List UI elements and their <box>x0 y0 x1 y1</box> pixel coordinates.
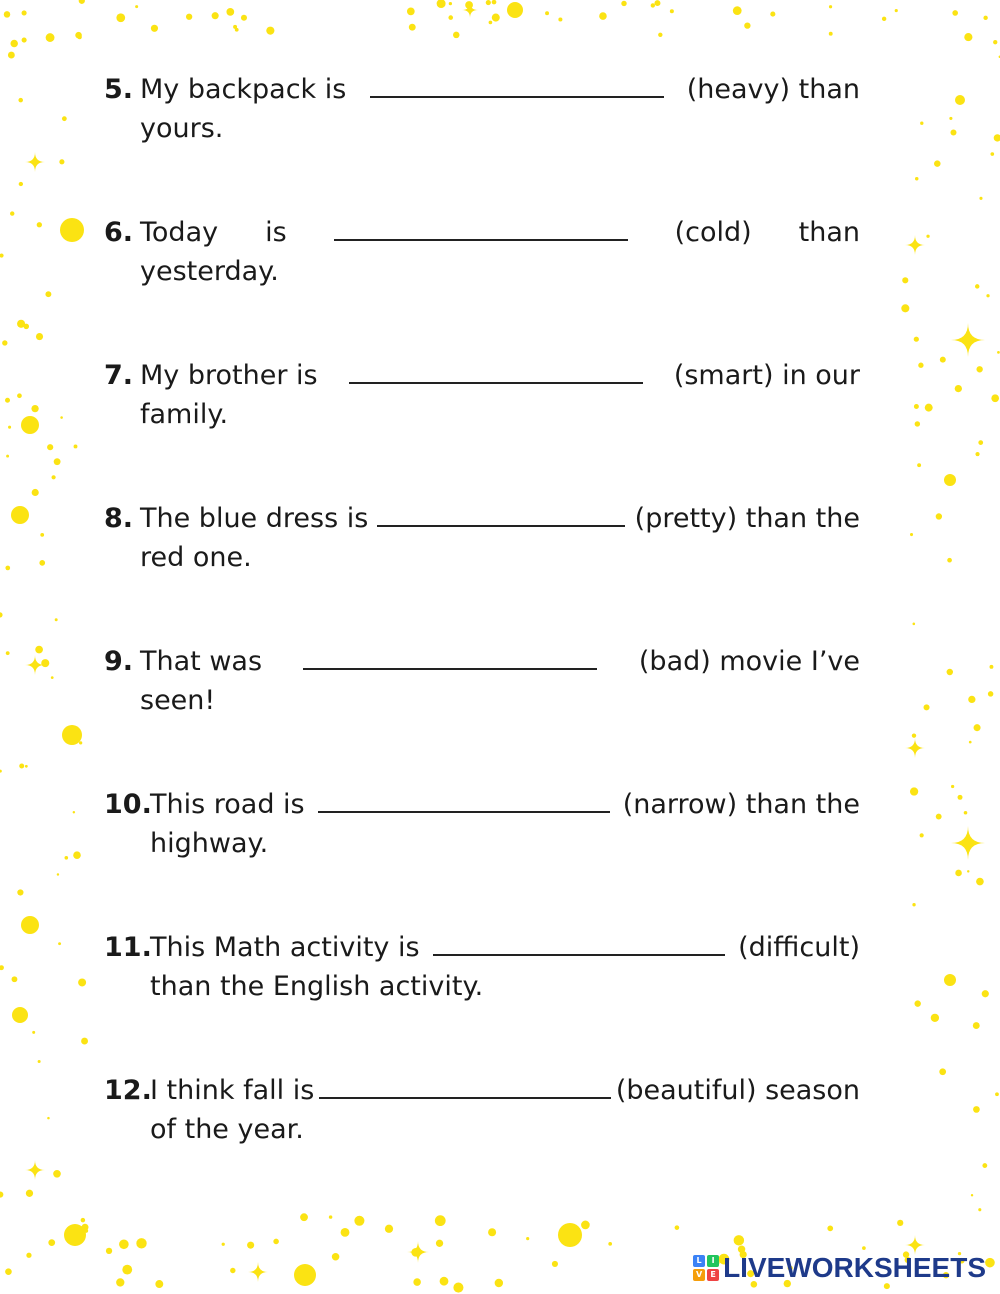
logo-text: LIVEWORKSHEETS <box>723 1252 986 1283</box>
yellow-dot <box>300 1213 308 1221</box>
yellow-dot <box>995 1092 999 1096</box>
yellow-dot <box>910 533 913 536</box>
yellow-dot <box>40 533 44 537</box>
question-number: 6. <box>104 217 134 248</box>
yellow-dot <box>925 404 933 412</box>
yellow-dot <box>222 1243 225 1246</box>
yellow-dot <box>65 856 69 860</box>
sparkle-icon <box>248 1262 268 1282</box>
yellow-dot <box>39 560 45 566</box>
question-hint: (heavy) than <box>686 74 860 105</box>
yellow-dot <box>913 623 916 626</box>
yellow-dot <box>329 1215 332 1218</box>
yellow-dot <box>55 618 58 621</box>
yellow-dot <box>915 421 920 426</box>
yellow-dot <box>940 357 946 363</box>
yellow-dot <box>670 9 674 13</box>
question-hint: (beautiful) season <box>615 1075 860 1106</box>
yellow-dot <box>19 182 23 186</box>
question-11 <box>104 928 860 1006</box>
yellow-dot <box>409 24 416 31</box>
question-continuation: red one. <box>140 542 252 573</box>
yellow-dot <box>453 1282 463 1292</box>
yellow-dot <box>32 489 39 496</box>
yellow-dot <box>918 363 923 368</box>
yellow-dot <box>21 916 39 934</box>
liveworksheets-logo[interactable] <box>693 1252 986 1284</box>
yellow-dot <box>46 33 55 42</box>
yellow-dot <box>986 294 989 297</box>
yellow-dot <box>968 696 975 703</box>
question-hint: (bad) movie I’ve <box>638 646 860 677</box>
yellow-dot <box>990 152 994 156</box>
yellow-dot <box>11 506 29 524</box>
yellow-dot <box>47 1117 50 1120</box>
yellow-dot <box>983 16 987 20</box>
yellow-dot <box>974 724 981 731</box>
sparkle-icon <box>25 152 45 172</box>
yellow-dot <box>435 1215 446 1226</box>
yellow-dot <box>6 651 10 655</box>
yellow-dot <box>57 873 59 875</box>
question-continuation: highway. <box>150 828 269 859</box>
answer-blank[interactable] <box>370 76 664 98</box>
yellow-dot <box>6 455 9 458</box>
yellow-dot <box>734 1235 744 1245</box>
yellow-dot <box>73 811 75 813</box>
yellow-dot <box>8 52 15 59</box>
yellow-dot <box>964 811 968 815</box>
yellow-dot <box>47 444 53 450</box>
answer-blank[interactable] <box>334 219 628 241</box>
question-9 <box>104 642 860 720</box>
answer-blank[interactable] <box>377 505 625 527</box>
yellow-dot <box>22 37 27 42</box>
yellow-dot <box>73 851 81 859</box>
yellow-dot <box>651 3 655 7</box>
yellow-dot <box>895 9 898 12</box>
yellow-dot <box>407 8 415 16</box>
yellow-dot <box>934 160 941 167</box>
yellow-dot <box>654 0 660 6</box>
yellow-dot <box>241 15 247 21</box>
yellow-dot <box>902 277 908 283</box>
yellow-dot <box>955 870 962 877</box>
yellow-dot <box>0 253 4 257</box>
yellow-dot <box>230 1268 235 1273</box>
question-10 <box>104 785 860 863</box>
yellow-dot <box>35 646 43 654</box>
yellow-dot <box>116 13 125 22</box>
yellow-dot <box>17 320 25 328</box>
yellow-dot <box>944 474 956 486</box>
question-text: My backpack is <box>140 74 347 105</box>
question-number: 12. <box>104 1075 152 1106</box>
yellow-dot <box>78 978 86 986</box>
yellow-dot <box>440 1277 449 1286</box>
yellow-dot <box>354 1216 364 1226</box>
yellow-dot <box>0 770 2 773</box>
yellow-dot <box>10 211 14 215</box>
question-text: is <box>265 217 287 248</box>
question-text: This Math activity is <box>150 932 420 963</box>
logo-mark-icon: L I V E <box>693 1255 719 1281</box>
answer-blank[interactable] <box>303 648 597 670</box>
yellow-dot <box>53 1170 61 1178</box>
yellow-dot <box>581 1221 590 1230</box>
yellow-dot <box>17 889 23 895</box>
yellow-dot <box>991 394 999 402</box>
yellow-dot <box>51 676 54 679</box>
yellow-dot <box>38 1060 41 1063</box>
yellow-dot <box>437 0 446 8</box>
yellow-dot <box>971 1194 973 1196</box>
yellow-dot <box>599 12 607 20</box>
yellow-dot <box>882 17 886 21</box>
yellow-dot <box>135 5 138 8</box>
yellow-dot <box>951 785 954 788</box>
sparkle-icon <box>905 235 925 255</box>
yellow-dot <box>62 725 82 745</box>
yellow-dot <box>608 1242 612 1246</box>
yellow-dot <box>81 1218 85 1222</box>
yellow-dot <box>60 416 63 419</box>
yellow-dot <box>915 177 918 180</box>
yellow-dot <box>733 6 742 15</box>
yellow-dot <box>955 385 962 392</box>
yellow-dot <box>12 1007 28 1023</box>
yellow-dot <box>976 366 982 372</box>
question-number: 8. <box>104 503 134 534</box>
yellow-dot <box>936 513 942 519</box>
yellow-dot <box>944 974 956 986</box>
question-8 <box>104 499 860 577</box>
question-text: This road is <box>150 789 305 820</box>
yellow-dot <box>155 1280 163 1288</box>
yellow-dot <box>0 965 4 970</box>
yellow-dot <box>931 1014 939 1022</box>
sparkle-icon <box>25 655 45 675</box>
question-continuation: yours. <box>140 113 224 144</box>
question-continuation: yesterday. <box>140 256 279 287</box>
yellow-dot <box>51 475 55 479</box>
yellow-dot <box>449 2 452 5</box>
yellow-dot <box>226 8 234 16</box>
question-text: I think fall is <box>150 1075 315 1106</box>
sparkle-icon <box>462 2 478 18</box>
yellow-dot <box>558 17 562 21</box>
yellow-dot <box>973 1106 980 1113</box>
yellow-dot <box>116 1278 124 1286</box>
yellow-dot <box>22 10 27 15</box>
yellow-dot <box>770 12 775 17</box>
yellow-dot <box>988 691 993 696</box>
yellow-dot <box>21 416 39 434</box>
yellow-dot <box>969 741 972 744</box>
yellow-dot <box>975 284 979 288</box>
yellow-dot <box>526 1237 529 1240</box>
yellow-dot <box>26 1190 33 1197</box>
yellow-dot <box>77 35 81 39</box>
yellow-dot <box>621 1 626 6</box>
yellow-dot <box>41 659 49 667</box>
question-5 <box>104 70 860 148</box>
yellow-dot <box>32 1031 35 1034</box>
sparkle-icon <box>25 1160 45 1180</box>
sparkle-icon <box>951 323 985 357</box>
yellow-dot <box>122 1265 132 1275</box>
yellow-dot <box>58 942 61 945</box>
yellow-dot <box>912 903 915 906</box>
yellow-dot <box>0 1191 3 1197</box>
yellow-dot <box>950 130 956 136</box>
question-hint: (smart) in our <box>673 360 860 391</box>
yellow-dot <box>341 1228 350 1237</box>
question-number: 7. <box>104 360 134 391</box>
yellow-dot <box>958 795 963 800</box>
yellow-dot <box>26 1253 31 1258</box>
yellow-dot <box>266 27 274 35</box>
yellow-dot <box>495 1279 503 1287</box>
yellow-dot <box>507 2 523 18</box>
sparkle-icon <box>905 738 925 758</box>
question-continuation: of the year. <box>150 1114 304 1145</box>
yellow-dot <box>558 1223 582 1247</box>
yellow-dot <box>829 32 833 36</box>
question-text: Today <box>140 217 219 248</box>
question-6 <box>104 213 860 291</box>
yellow-dot <box>973 1022 980 1029</box>
yellow-dot <box>952 10 958 16</box>
yellow-dot <box>827 1226 833 1232</box>
yellow-dot <box>18 98 23 103</box>
yellow-dot <box>964 33 972 41</box>
yellow-dot <box>489 21 493 25</box>
answer-blank[interactable] <box>319 1077 611 1099</box>
question-text: than <box>798 217 860 248</box>
yellow-dot <box>914 337 919 342</box>
yellow-dot <box>5 398 10 403</box>
yellow-dot <box>12 976 18 982</box>
yellow-dot <box>488 1228 496 1236</box>
yellow-dot <box>235 28 239 32</box>
question-number: 11. <box>104 932 152 963</box>
yellow-dot <box>492 14 500 22</box>
yellow-dot <box>924 704 930 710</box>
question-12 <box>104 1071 860 1149</box>
yellow-dot <box>949 117 952 120</box>
yellow-dot <box>978 1208 981 1211</box>
yellow-dot <box>901 304 909 312</box>
question-text: My brother is <box>140 360 318 391</box>
yellow-dot <box>136 1238 146 1248</box>
yellow-dot <box>79 0 85 4</box>
yellow-dot <box>675 1225 680 1230</box>
yellow-dot <box>48 1239 55 1246</box>
yellow-dot <box>910 787 918 795</box>
yellow-dot <box>64 1224 86 1246</box>
sparkle-icon <box>951 826 985 860</box>
yellow-dot <box>545 11 549 15</box>
yellow-dot <box>151 25 158 32</box>
yellow-dot <box>744 22 750 28</box>
yellow-dot <box>212 12 219 19</box>
yellow-dot <box>926 235 929 238</box>
answer-blank[interactable] <box>318 791 610 813</box>
yellow-dot <box>332 1253 340 1261</box>
question-number: 9. <box>104 646 134 677</box>
question-hint: (cold) <box>674 217 752 248</box>
yellow-dot <box>294 1264 316 1286</box>
question-hint: (difficult) <box>738 932 860 963</box>
yellow-dot <box>8 426 11 429</box>
yellow-dot <box>25 765 28 768</box>
yellow-dot <box>119 1239 129 1249</box>
yellow-dot <box>4 11 11 18</box>
sparkle-icon <box>407 1241 429 1263</box>
yellow-dot <box>453 32 460 39</box>
yellow-dot <box>939 1068 946 1075</box>
yellow-dot <box>955 95 965 105</box>
yellow-dot <box>37 222 42 227</box>
yellow-dot <box>975 452 979 456</box>
yellow-dot <box>979 197 982 200</box>
question-continuation: than the English activity. <box>150 971 484 1002</box>
yellow-dot <box>897 1220 903 1226</box>
yellow-dot <box>914 1000 920 1006</box>
yellow-dot <box>186 14 192 20</box>
yellow-dot <box>106 1248 112 1254</box>
yellow-dot <box>988 1262 992 1266</box>
yellow-dot <box>2 340 7 345</box>
answer-blank[interactable] <box>433 934 725 956</box>
yellow-dot <box>997 351 1000 354</box>
yellow-dot <box>59 159 64 164</box>
yellow-dot <box>60 218 84 242</box>
yellow-dot <box>31 405 38 412</box>
yellow-dot <box>273 1239 279 1245</box>
yellow-dot <box>492 0 497 4</box>
yellow-dot <box>5 566 10 571</box>
yellow-dot <box>0 612 3 617</box>
yellow-dot <box>912 733 916 737</box>
question-continuation: family. <box>140 399 229 430</box>
yellow-dot <box>17 393 22 398</box>
yellow-dot <box>990 665 994 669</box>
yellow-dot <box>436 1240 443 1247</box>
yellow-dot <box>45 291 51 297</box>
yellow-dot <box>413 1278 421 1286</box>
yellow-dot <box>947 669 953 675</box>
question-text: That was <box>140 646 263 677</box>
yellow-dot <box>914 404 919 409</box>
question-number: 5. <box>104 74 134 105</box>
yellow-dot <box>385 1225 393 1233</box>
yellow-dot <box>920 833 924 837</box>
yellow-dot <box>936 814 942 820</box>
yellow-dot <box>982 1163 987 1168</box>
yellow-dot <box>552 1261 558 1267</box>
yellow-dot <box>54 458 61 465</box>
yellow-dot <box>947 558 952 563</box>
yellow-dot <box>920 122 923 125</box>
yellow-dot <box>658 33 662 37</box>
yellow-dot <box>982 990 989 997</box>
yellow-dot <box>247 1242 254 1249</box>
yellow-dot <box>967 870 969 872</box>
question-number: 10. <box>104 789 152 820</box>
yellow-dot <box>62 116 67 121</box>
yellow-dot <box>36 333 43 340</box>
yellow-dot <box>976 878 984 886</box>
yellow-dot <box>74 445 78 449</box>
question-continuation: seen! <box>140 685 216 716</box>
question-hint: (pretty) than the <box>634 503 860 534</box>
yellow-dot <box>978 440 983 445</box>
question-text: The blue dress is <box>140 503 369 534</box>
yellow-dot <box>81 1038 88 1045</box>
yellow-dot <box>829 5 832 8</box>
answer-blank[interactable] <box>349 362 643 384</box>
yellow-dot <box>993 40 997 44</box>
yellow-dot <box>486 0 491 5</box>
yellow-dot <box>917 463 921 467</box>
yellow-dot <box>448 15 453 20</box>
yellow-dot <box>994 134 1000 141</box>
question-hint: (narrow) than the <box>622 789 860 820</box>
yellow-dot <box>5 1268 12 1275</box>
yellow-dot <box>862 1246 866 1250</box>
yellow-dot <box>79 741 82 744</box>
yellow-dot <box>19 763 24 768</box>
question-7 <box>104 356 860 434</box>
yellow-dot <box>10 40 17 47</box>
